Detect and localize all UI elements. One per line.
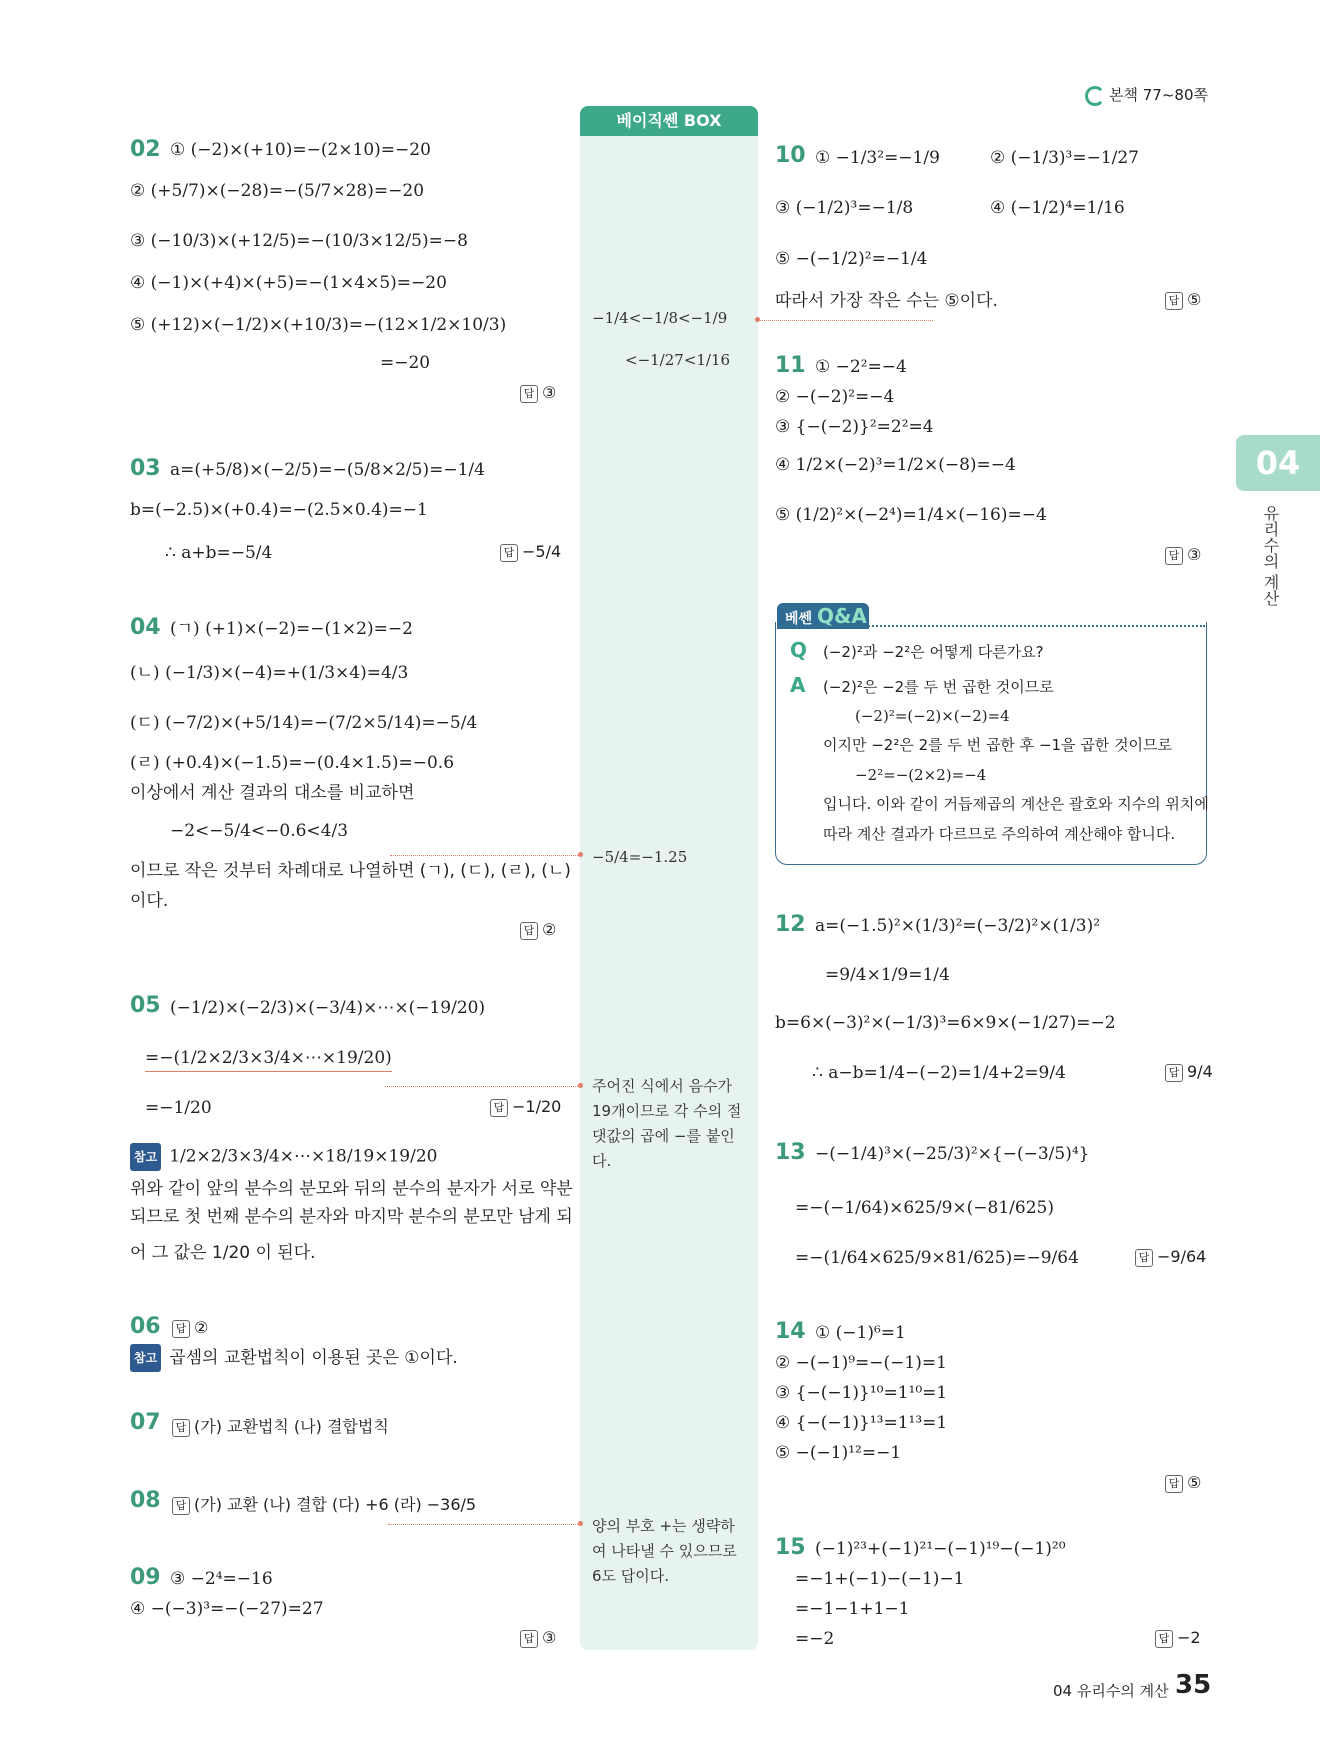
problem-number-06: 06 [130,1314,161,1339]
answer-mark-icon: 답 [1165,1064,1183,1082]
qa-question: (−2)²과 −2²은 어떻게 다른가요? [823,643,1044,661]
answer-mark-icon: 답 [490,1099,508,1117]
note-badge: 참고 [130,1344,161,1372]
p10-line2a: ③ (−1/2)³=−1/8 [775,198,914,218]
problem-number-04: 04 [130,615,161,640]
p05-line7: 어 그 값은 1/20 이 된다. [130,1243,316,1263]
p04-line8: 이다. [130,891,169,911]
p10-line2b: ④ (−1/2)⁴=1/16 [990,198,1125,218]
p02-line1: ① (−2)×(+10)=−(2×10)=−20 [170,140,431,160]
box-note-4b: 여 나타낼 수 있으므로 [592,1542,737,1560]
p03-answer: 답 −5/4 [500,542,561,562]
problem-number-09: 09 [130,1565,161,1590]
p05-answer: 답 −1/20 [490,1097,561,1117]
p05-line5: 위와 같이 앞의 분수의 분모와 뒤의 분수의 분자가 서로 약분 [130,1179,573,1199]
p13-line1: −(−1/4)³×(−25/3)²×{−(−3/5)⁴} [815,1144,1090,1164]
qa-answer-4: −2²=−(2×2)=−4 [855,766,987,784]
p14-line2: ② −(−1)⁹=−(−1)=1 [775,1353,947,1373]
question-icon: Q [790,638,808,662]
p04-line6: −2<−5/4<−0.6<4/3 [170,821,349,841]
p14-answer: 답 ⑤ [1165,1473,1201,1493]
connector-line [758,320,933,321]
answer-mark-icon: 답 [500,544,518,562]
p02-line3: ③ (−10/3)×(+12/5)=−(10/3×12/5)=−8 [130,231,468,251]
p02-answer: 답 ③ [520,383,556,403]
p12-line2: =9/4×1/9=1/4 [825,965,950,985]
p04-line2: (ㄴ) (−1/3)×(−4)=+(1/3×4)=4/3 [130,663,409,683]
p11-line5: ⑤ (1/2)²×(−2⁴)=1/4×(−16)=−4 [775,505,1047,525]
p12-line4: ∴ a−b=1/4−(−2)=1/4+2=9/4 [812,1063,1066,1083]
qa-answer-3: 이지만 −2²은 2를 두 번 곱한 후 −1을 곱한 것이므로 [823,736,1173,754]
p02-line2: ② (+5/7)×(−28)=−(5/7×28)=−20 [130,181,425,201]
answer-mark-icon: 답 [172,1497,190,1515]
p15-answer: 답 −2 [1155,1628,1201,1648]
box-note-1a: −1/4<−1/8<−1/9 [592,309,728,327]
p09-line1: ③ −2⁴=−16 [170,1569,273,1589]
p10-answer: 답 ⑤ [1165,290,1201,310]
p04-line3: (ㄷ) (−7/2)×(+5/14)=−(7/2×5/14)=−5/4 [130,713,478,733]
p12-answer: 답 9/4 [1165,1062,1213,1082]
p06-answer: 답 ② [172,1318,208,1338]
answer-mark-icon: 답 [520,1630,538,1648]
box-note-1b: <−1/27<1/16 [625,351,731,369]
p04-line4: (ㄹ) (+0.4)×(−1.5)=−(0.4×1.5)=−0.6 [130,753,455,773]
p14-line5: ⑤ −(−1)¹²=−1 [775,1443,902,1463]
answer-mark-icon: 답 [520,922,538,940]
p02-line4: ④ (−1)×(+4)×(+5)=−(1×4×5)=−20 [130,273,447,293]
page-number: 35 [1175,1670,1212,1700]
p03-line3: ∴ a+b=−5/4 [165,543,273,563]
p10-line4: 따라서 가장 작은 수는 ⑤이다. [775,291,998,311]
qa-answer-2: (−2)²=(−2)×(−2)=4 [855,707,1010,725]
qa-answer-5: 입니다. 이와 같이 거듭제곱의 계산은 괄호와 지수의 위치에 [823,795,1209,813]
p12-line1: a=(−1.5)²×(1/3)²=(−3/2)²×(1/3)² [815,916,1101,936]
p06-note: 참고 곱셈의 교환법칙이 이용된 곳은 ①이다. [130,1344,458,1372]
problem-number-15: 15 [775,1535,806,1560]
problem-number-05: 05 [130,993,161,1018]
p09-answer: 답 ③ [520,1628,556,1648]
p13-answer: 답 −9/64 [1135,1247,1206,1267]
p09-line2: ④ −(−3)³=−(−27)=27 [130,1599,324,1619]
p05-line6: 되므로 첫 번째 분수의 분자와 마지막 분수의 분모만 남게 되 [130,1207,573,1227]
connector-line [385,1086,578,1087]
connector-dot [578,1083,583,1088]
p15-line3: =−1−1+1−1 [795,1599,910,1619]
p11-line2: ② −(−2)²=−4 [775,387,895,407]
basic-box-title: 베이직쎈 BOX [580,106,758,136]
p03-line2: b=(−2.5)×(+0.4)=−(2.5×0.4)=−1 [130,500,428,520]
p11-line3: ③ {−(−2)}²=2²=4 [775,417,934,437]
p08-answer: 답 (가) 교환 (나) 결합 (다) +6 (라) −36/5 [172,1492,476,1515]
p15-line2: =−1+(−1)−(−1)−1 [795,1569,965,1589]
connector-line [388,1524,578,1525]
p05-line2: =−(1/2×2/3×3/4×⋯×19/20) [145,1045,392,1072]
problem-number-12: 12 [775,912,806,937]
box-note-3c: 댓값의 곱에 −를 붙인 [592,1127,735,1145]
answer-icon: A [790,673,806,697]
p05-line3: =−1/20 [145,1098,212,1118]
p11-answer: 답 ③ [1165,545,1201,565]
page-reference: 본책 77~80쪽 [1085,84,1208,106]
problem-number-13: 13 [775,1140,806,1165]
chapter-tab: 04 [1236,435,1320,491]
p14-line3: ③ {−(−1)}¹⁰=1¹⁰=1 [775,1383,948,1403]
answer-mark-icon: 답 [1165,292,1183,310]
qa-answer-1: (−2)²은 −2를 두 번 곱한 것이므로 [823,678,1054,696]
p04-line7: 이므로 작은 것부터 차례대로 나열하면 (ㄱ), (ㄷ), (ㄹ), (ㄴ) [130,861,571,881]
p10-line1a: ① −1/3²=−1/9 [815,148,940,168]
answer-mark-icon: 답 [1165,1475,1183,1493]
p07-answer: 답 (가) 교환법칙 (나) 결합법칙 [172,1414,389,1437]
connector-dot [755,317,760,322]
p02-line5: ⑤ (+12)×(−1/2)×(+10/3)=−(12×1/2×10/3) [130,315,507,335]
answer-mark-icon: 답 [172,1419,190,1437]
p10-line1b: ② (−1/3)³=−1/27 [990,148,1139,168]
connector-dot [578,1521,583,1526]
book-icon [1085,86,1105,106]
box-note-3b: 19개이므로 각 수의 절 [592,1102,742,1120]
connector-line [390,855,578,856]
p11-line1: ① −2²=−4 [815,357,907,377]
problem-number-07: 07 [130,1410,161,1435]
qa-badge: 베쎈 Q&A [777,603,869,629]
qa-answer-6: 따라 계산 결과가 다르므로 주의하여 계산해야 합니다. [823,825,1176,843]
box-note-3d: 다. [592,1152,612,1170]
p14-line4: ④ {−(−1)}¹³=1¹³=1 [775,1413,948,1433]
p02-line6: =−20 [380,353,431,373]
p05-line1: (−1/2)×(−2/3)×(−3/4)×⋯×(−19/20) [170,998,486,1018]
answer-mark-icon: 답 [1165,547,1183,565]
footer-chapter: 04 유리수의 계산 [1053,1682,1169,1700]
p15-line1: (−1)²³+(−1)²¹−(−1)¹⁹−(−1)²⁰ [815,1539,1066,1559]
p05-note-line: 참고 1/2×2/3×3/4×⋯×18/19×19/20 [130,1143,437,1171]
problem-number-10: 10 [775,143,806,168]
box-note-4a: 양의 부호 +는 생략하 [592,1517,735,1535]
box-note-3a: 주어진 식에서 음수가 [592,1077,732,1095]
box-note-4c: 6도 답이다. [592,1567,670,1585]
basic-box-panel [580,110,758,1650]
p04-line1: (ㄱ) (+1)×(−2)=−(1×2)=−2 [170,619,413,639]
p04-answer: 답 ② [520,920,556,940]
note-badge: 참고 [130,1143,161,1171]
chapter-side-title: 유리수의 계산 [1261,505,1280,607]
problem-number-14: 14 [775,1319,806,1344]
p15-line4: =−2 [795,1629,835,1649]
p13-line3: =−(1/64×625/9×81/625)=−9/64 [795,1248,1079,1268]
box-note-2: −5/4=−1.25 [592,848,688,866]
p13-line2: =−(−1/64)×625/9×(−81/625) [795,1198,1054,1218]
problem-number-11: 11 [775,353,806,378]
problem-number-08: 08 [130,1488,161,1513]
p10-line3: ⑤ −(−1/2)²=−1/4 [775,249,928,269]
connector-dot [578,852,583,857]
p12-line3: b=6×(−3)²×(−1/3)³=6×9×(−1/27)=−2 [775,1013,1116,1033]
p14-line1: ① (−1)⁶=1 [815,1323,906,1343]
answer-mark-icon: 답 [172,1320,190,1338]
problem-number-03: 03 [130,456,161,481]
answer-mark-icon: 답 [1155,1630,1173,1648]
answer-mark-icon: 답 [1135,1249,1153,1267]
p11-line4: ④ 1/2×(−2)³=1/2×(−8)=−4 [775,455,1016,475]
answer-mark-icon: 답 [520,385,538,403]
problem-number-02: 02 [130,137,161,162]
p04-line5: 이상에서 계산 결과의 대소를 비교하면 [130,783,415,803]
p03-line1: a=(+5/8)×(−2/5)=−(5/8×2/5)=−1/4 [170,460,485,480]
